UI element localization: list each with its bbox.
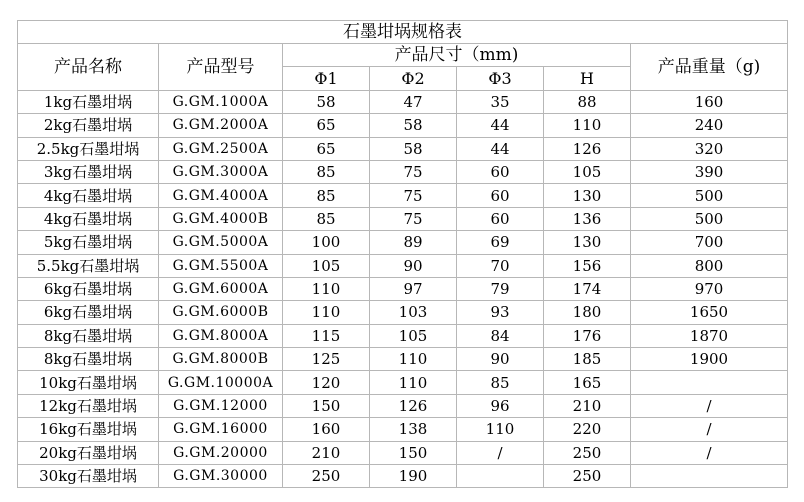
cell-weight: 1650	[631, 301, 788, 324]
cell-phi2: 75	[370, 184, 457, 207]
cell-phi3: 96	[457, 394, 544, 417]
cell-phi2: 138	[370, 418, 457, 441]
table-title: 石墨坩埚规格表	[18, 21, 788, 44]
cell-product-model: G.GM.2500A	[159, 137, 283, 160]
cell-product-name: 6kg石墨坩埚	[18, 277, 159, 300]
cell-height: 136	[544, 207, 631, 230]
cell-product-name: 16kg石墨坩埚	[18, 418, 159, 441]
table-row	[18, 114, 788, 137]
table-row	[18, 348, 788, 371]
cell-phi1: 110	[283, 277, 370, 300]
cell-phi1: 210	[283, 441, 370, 464]
cell-phi3: 110	[457, 418, 544, 441]
table-row	[18, 418, 788, 441]
header-product-name: 产品名称	[18, 44, 159, 91]
table-row	[18, 231, 788, 254]
cell-product-name: 4kg石墨坩埚	[18, 207, 159, 230]
table-row	[18, 465, 788, 488]
cell-phi2: 75	[370, 207, 457, 230]
table-row	[18, 254, 788, 277]
cell-phi3: 70	[457, 254, 544, 277]
header-product-weight: 产品重量（g)	[631, 44, 788, 91]
cell-weight: 970	[631, 277, 788, 300]
cell-phi2: 89	[370, 231, 457, 254]
cell-product-model: G.GM.12000	[159, 394, 283, 417]
cell-height: 176	[544, 324, 631, 347]
cell-product-model: G.GM.4000A	[159, 184, 283, 207]
cell-phi2: 58	[370, 137, 457, 160]
cell-phi1: 65	[283, 114, 370, 137]
cell-phi3: 44	[457, 137, 544, 160]
cell-height: 220	[544, 418, 631, 441]
cell-phi3: 79	[457, 277, 544, 300]
cell-weight	[631, 465, 788, 488]
cell-phi2: 110	[370, 348, 457, 371]
cell-height: 174	[544, 277, 631, 300]
cell-product-model: G.GM.5000A	[159, 231, 283, 254]
cell-height: 210	[544, 394, 631, 417]
cell-product-model: G.GM.30000	[159, 465, 283, 488]
cell-weight: 160	[631, 90, 788, 113]
table-row	[18, 137, 788, 160]
cell-phi2: 103	[370, 301, 457, 324]
cell-weight: 1900	[631, 348, 788, 371]
cell-weight: /	[631, 418, 788, 441]
cell-phi3: 90	[457, 348, 544, 371]
cell-product-model: G.GM.20000	[159, 441, 283, 464]
header-product-size: 产品尺寸（mm)	[283, 44, 631, 67]
cell-phi2: 97	[370, 277, 457, 300]
cell-weight: 1870	[631, 324, 788, 347]
subheader-phi1: Φ1	[283, 67, 370, 90]
table-row	[18, 441, 788, 464]
table-row	[18, 394, 788, 417]
cell-phi3: 69	[457, 231, 544, 254]
cell-product-name: 8kg石墨坩埚	[18, 348, 159, 371]
cell-phi3: 60	[457, 207, 544, 230]
cell-height: 105	[544, 160, 631, 183]
cell-product-name: 5.5kg石墨坩埚	[18, 254, 159, 277]
table-row	[18, 371, 788, 394]
cell-phi1: 65	[283, 137, 370, 160]
cell-product-model: G.GM.5500A	[159, 254, 283, 277]
cell-product-name: 12kg石墨坩埚	[18, 394, 159, 417]
table-row	[18, 184, 788, 207]
title-row	[18, 21, 788, 44]
cell-weight: 500	[631, 207, 788, 230]
cell-phi1: 250	[283, 465, 370, 488]
cell-phi1: 150	[283, 394, 370, 417]
cell-product-name: 10kg石墨坩埚	[18, 371, 159, 394]
cell-height: 250	[544, 441, 631, 464]
cell-phi1: 110	[283, 301, 370, 324]
cell-product-name: 8kg石墨坩埚	[18, 324, 159, 347]
cell-phi3: 60	[457, 184, 544, 207]
cell-phi1: 120	[283, 371, 370, 394]
cell-product-model: G.GM.4000B	[159, 207, 283, 230]
cell-product-model: G.GM.8000A	[159, 324, 283, 347]
cell-phi1: 125	[283, 348, 370, 371]
subheader-phi2: Φ2	[370, 67, 457, 90]
cell-phi1: 85	[283, 184, 370, 207]
cell-height: 130	[544, 184, 631, 207]
cell-height: 110	[544, 114, 631, 137]
cell-product-model: G.GM.6000B	[159, 301, 283, 324]
table-row	[18, 90, 788, 113]
cell-phi1: 100	[283, 231, 370, 254]
cell-product-model: G.GM.2000A	[159, 114, 283, 137]
cell-phi3: /	[457, 441, 544, 464]
spec-table	[17, 20, 788, 488]
table-row	[18, 301, 788, 324]
cell-phi3: 35	[457, 90, 544, 113]
cell-height: 126	[544, 137, 631, 160]
cell-phi2: 58	[370, 114, 457, 137]
header-product-model: 产品型号	[159, 44, 283, 91]
cell-phi1: 115	[283, 324, 370, 347]
cell-phi2: 75	[370, 160, 457, 183]
cell-phi3: 84	[457, 324, 544, 347]
table-row	[18, 277, 788, 300]
cell-phi2: 105	[370, 324, 457, 347]
cell-product-name: 6kg石墨坩埚	[18, 301, 159, 324]
cell-product-model: G.GM.6000A	[159, 277, 283, 300]
cell-weight: 390	[631, 160, 788, 183]
cell-weight: 500	[631, 184, 788, 207]
cell-weight: 800	[631, 254, 788, 277]
cell-height: 185	[544, 348, 631, 371]
cell-phi3: 85	[457, 371, 544, 394]
cell-weight: /	[631, 441, 788, 464]
cell-height: 88	[544, 90, 631, 113]
subheader-phi3: Φ3	[457, 67, 544, 90]
cell-product-name: 2.5kg石墨坩埚	[18, 137, 159, 160]
cell-height: 156	[544, 254, 631, 277]
cell-product-model: G.GM.3000A	[159, 160, 283, 183]
cell-product-name: 5kg石墨坩埚	[18, 231, 159, 254]
table-row	[18, 160, 788, 183]
cell-product-model: G.GM.10000A	[159, 371, 283, 394]
cell-phi2: 90	[370, 254, 457, 277]
cell-phi2: 126	[370, 394, 457, 417]
cell-weight: 320	[631, 137, 788, 160]
cell-weight: 240	[631, 114, 788, 137]
cell-product-model: G.GM.8000B	[159, 348, 283, 371]
cell-height: 165	[544, 371, 631, 394]
subheader-height: H	[544, 67, 631, 90]
cell-phi2: 47	[370, 90, 457, 113]
cell-phi2: 150	[370, 441, 457, 464]
cell-phi1: 85	[283, 160, 370, 183]
header-row	[18, 44, 788, 67]
cell-height: 180	[544, 301, 631, 324]
cell-product-model: G.GM.16000	[159, 418, 283, 441]
cell-product-name: 3kg石墨坩埚	[18, 160, 159, 183]
cell-product-name: 2kg石墨坩埚	[18, 114, 159, 137]
cell-weight: 700	[631, 231, 788, 254]
cell-phi2: 190	[370, 465, 457, 488]
cell-product-name: 30kg石墨坩埚	[18, 465, 159, 488]
cell-phi3: 44	[457, 114, 544, 137]
cell-phi3: 93	[457, 301, 544, 324]
cell-product-name: 4kg石墨坩埚	[18, 184, 159, 207]
cell-phi2: 110	[370, 371, 457, 394]
cell-phi1: 58	[283, 90, 370, 113]
cell-phi3	[457, 465, 544, 488]
cell-phi1: 105	[283, 254, 370, 277]
cell-weight: /	[631, 394, 788, 417]
cell-weight	[631, 371, 788, 394]
table-row	[18, 324, 788, 347]
cell-phi3: 60	[457, 160, 544, 183]
cell-height: 250	[544, 465, 631, 488]
cell-phi1: 160	[283, 418, 370, 441]
spec-table-body	[18, 90, 788, 488]
cell-product-model: G.GM.1000A	[159, 90, 283, 113]
cell-height: 130	[544, 231, 631, 254]
cell-product-name: 1kg石墨坩埚	[18, 90, 159, 113]
cell-product-name: 20kg石墨坩埚	[18, 441, 159, 464]
table-row	[18, 207, 788, 230]
cell-phi1: 85	[283, 207, 370, 230]
